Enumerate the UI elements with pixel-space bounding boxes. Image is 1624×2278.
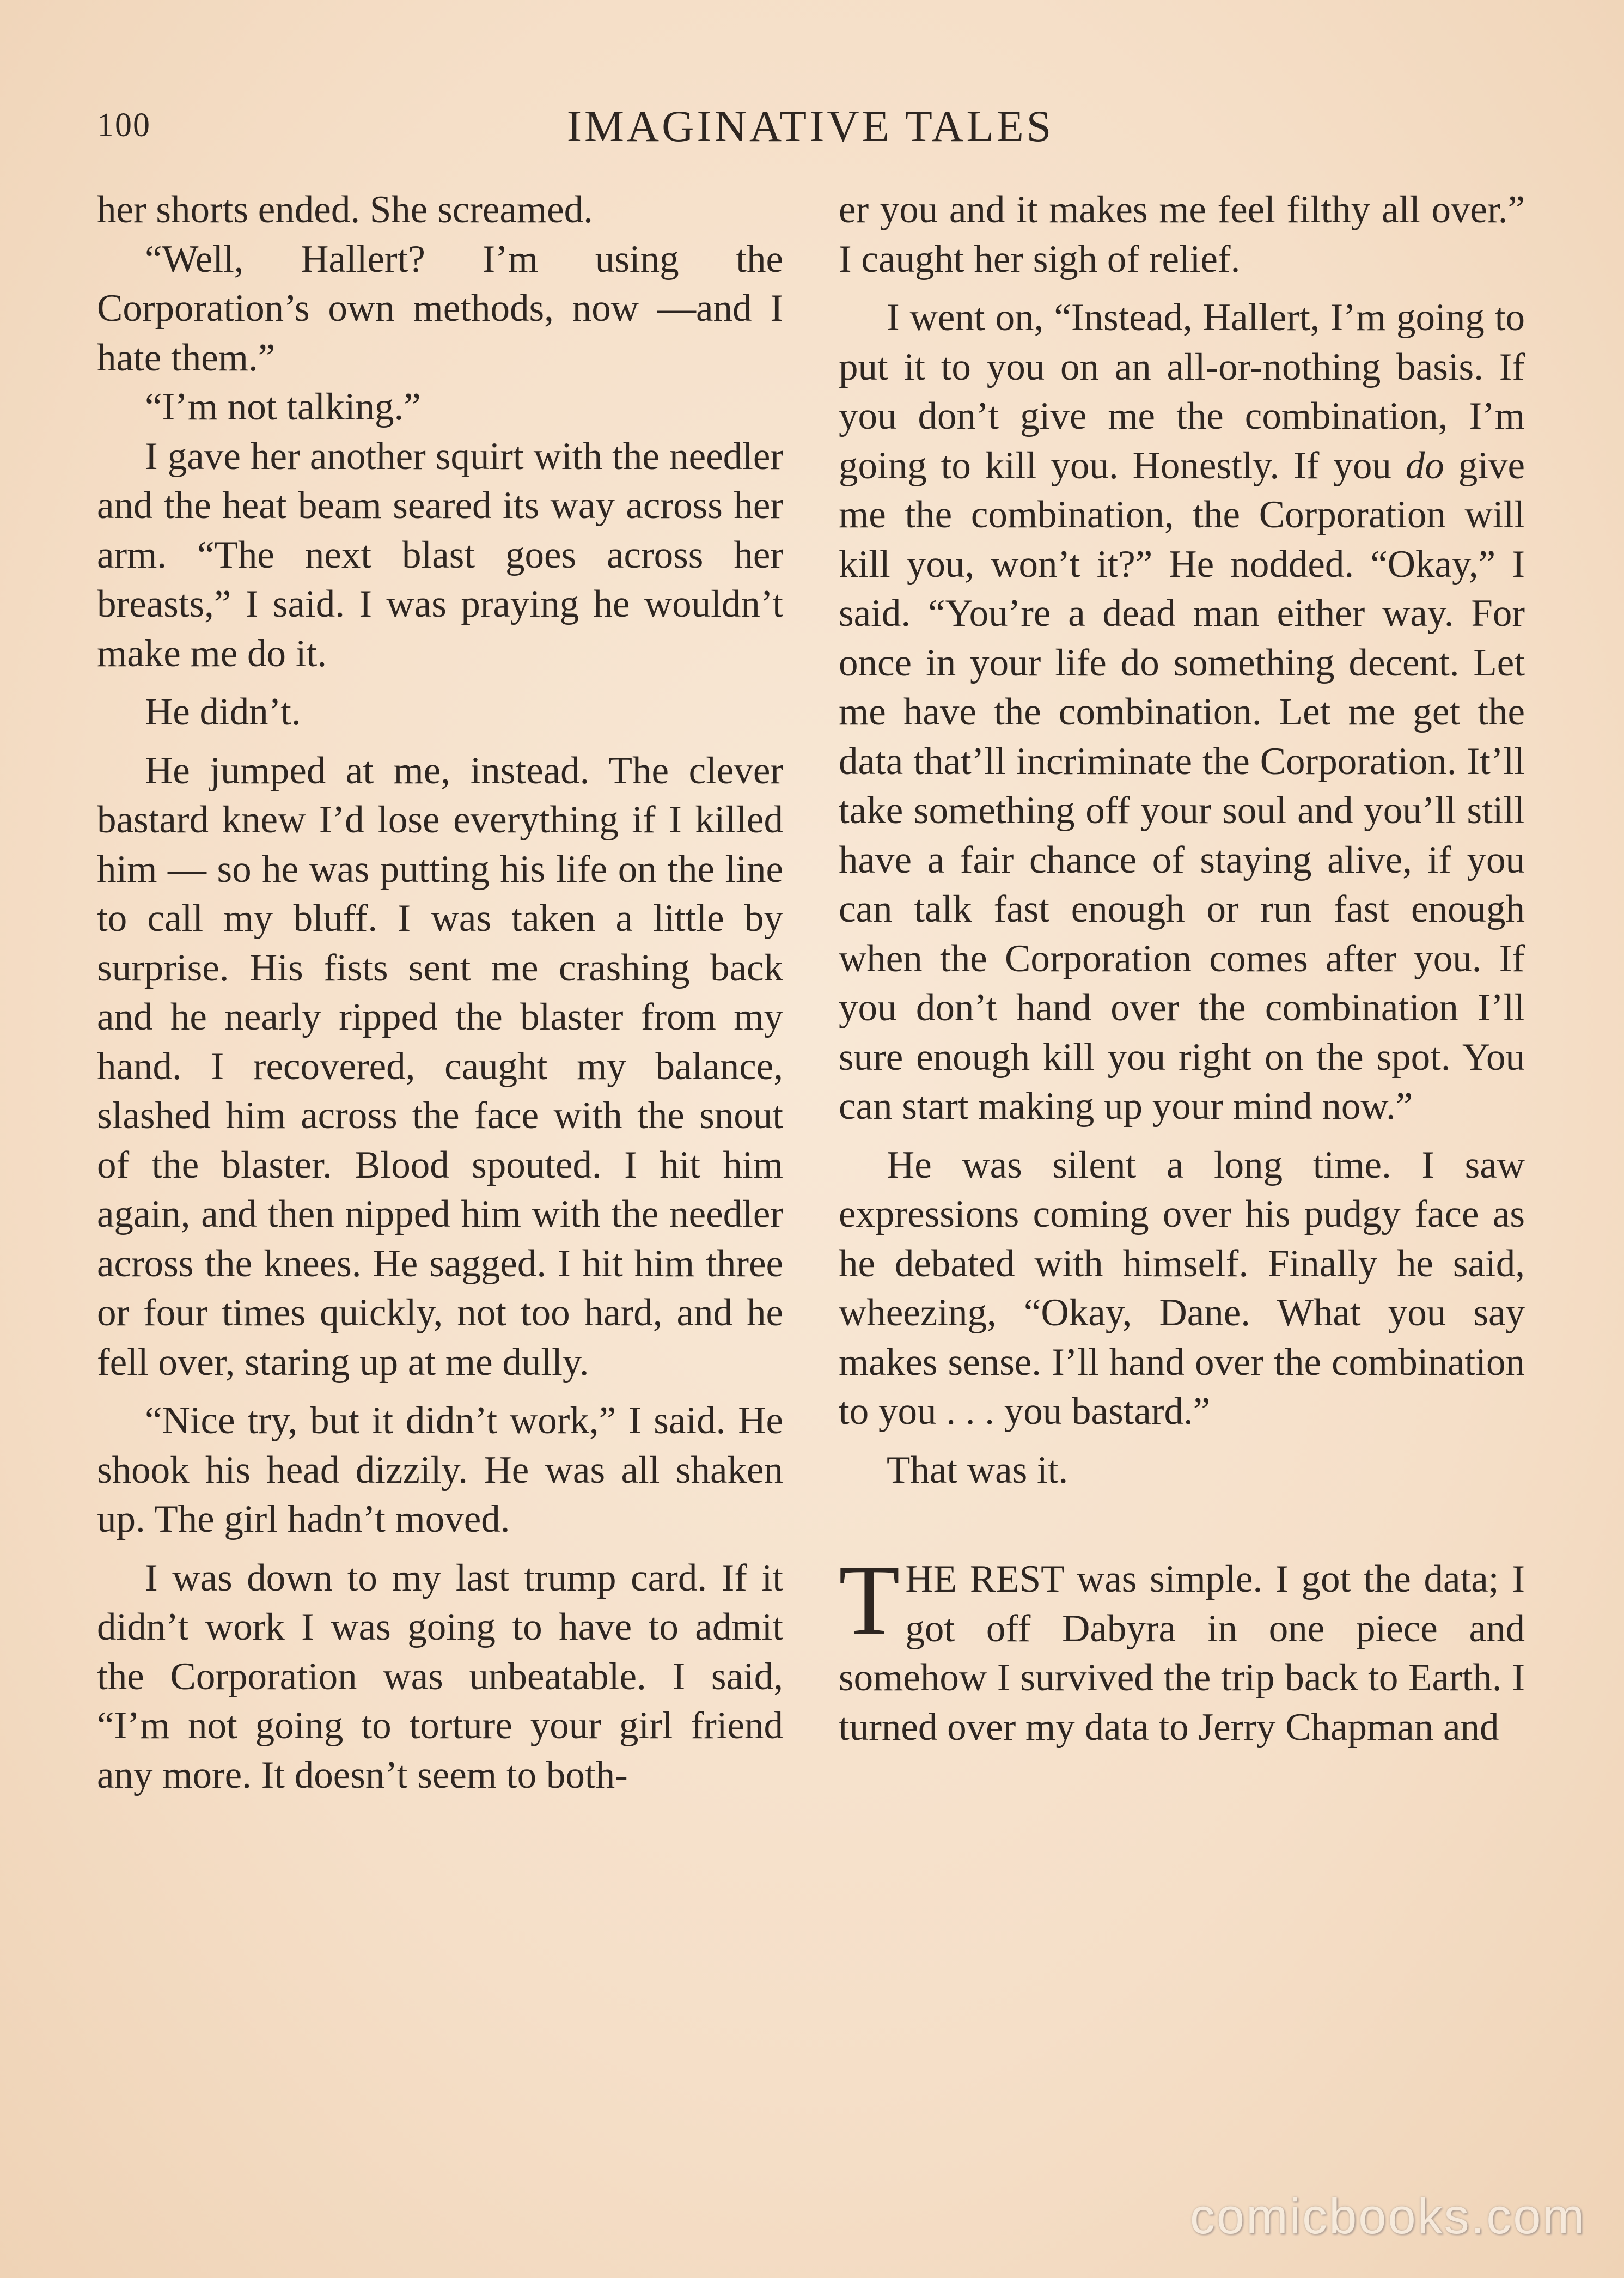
paragraph: I gave her another squirt with the needler and the heat beam seared its way across her arm. “The next blast goes across her breasts,” I said. I was praying he wouldn’t make me do it. (97, 435, 783, 675)
paragraph: He didn’t. (145, 691, 301, 733)
watermark-logo: comicbooks.com (1189, 2189, 1586, 2244)
paragraph: He jumped at me, instead. The clever bastard knew I’d lose everything if I killed him — so he was putting his life on the line to call my bluff. I was taken a little by surprise. His fists sent me crashing back and he nearly ripped the blaster from my hand. I recovered, caught my balance, slashed him across the face with the snout of the blaster. Blood spouted. I hit him again, and then nipped him with the needler across the knees. He sagged. I hit him three or four times quickly, not too hard, and he fell over, staring up at me dully. (97, 749, 783, 1384)
paragraph: He was silent a long time. I saw expressions coming over his pudgy face as he debated with himself. Finally he said, wheezing, “Okay, Dane. What you say makes sense. I’ll hand over the combination to you . . . you bastard.” (839, 1143, 1525, 1433)
paragraph-text: was simple. I got the data; I got off Dabyra in one piece and somehow I survived the trip back to Earth. I turned over my data to Jerry Chapman and (839, 1558, 1525, 1749)
section-opening-paragraph (839, 1544, 1525, 1752)
paragraph: her shorts ended. She screamed. (97, 188, 593, 231)
running-title: IMAGINATIVE TALES (566, 101, 1054, 151)
paragraph-text: give me the combination, the Corporation will kill you, won’t it?” He nodded. “Okay,” I said. “You’re a dead man either way. For once in your life do something decent. Let me have the combination. Let me get the data that’ll incriminate the Corporation. It’ll take something off your soul and you’ll still have a fair chance of staying alive, if you can talk fast enough or run fast enough when the Corporation comes after you. If you don’t hand over the combination I’ll sure enough kill you right on the spot. You can start making up your mind now.” (839, 444, 1525, 1128)
paragraph: er you and it makes me feel filthy all over.” I caught her sigh of relief. (839, 188, 1525, 281)
paragraph (839, 293, 1525, 1131)
paragraph: I was down to my last trump card. If it didn’t work I was going to have to admit the Corporation was unbeatable. I said, “I’m not going to torture your girl friend any more. It doesn’t seem to both- (97, 1556, 783, 1796)
italic-emphasis: do (1405, 444, 1444, 487)
drop-cap: T (839, 1544, 900, 1655)
paragraph: “I’m not talking.” (145, 386, 421, 428)
running-header (97, 101, 1524, 161)
right-column (839, 185, 1525, 1752)
paragraph: “Well, Hallert? I’m using the Corporation’s own methods, now —and I hate them.” (97, 237, 783, 379)
left-column (97, 185, 783, 1800)
paragraph-text: I went on, “Instead, Hallert, I’m going to put it to you on an all-or-nothing basis. If you don’t give me the combination, I’m going to kill you. Honestly. If you (839, 296, 1525, 487)
paragraph: “Nice try, but it didn’t work,” I said. He shook his head dizzily. He was all shaken up. The girl hadn’t moved. (97, 1399, 783, 1540)
paragraph: That was it. (887, 1448, 1069, 1491)
page-number: 100 (97, 107, 151, 144)
small-caps-lead: HE REST (905, 1558, 1064, 1600)
